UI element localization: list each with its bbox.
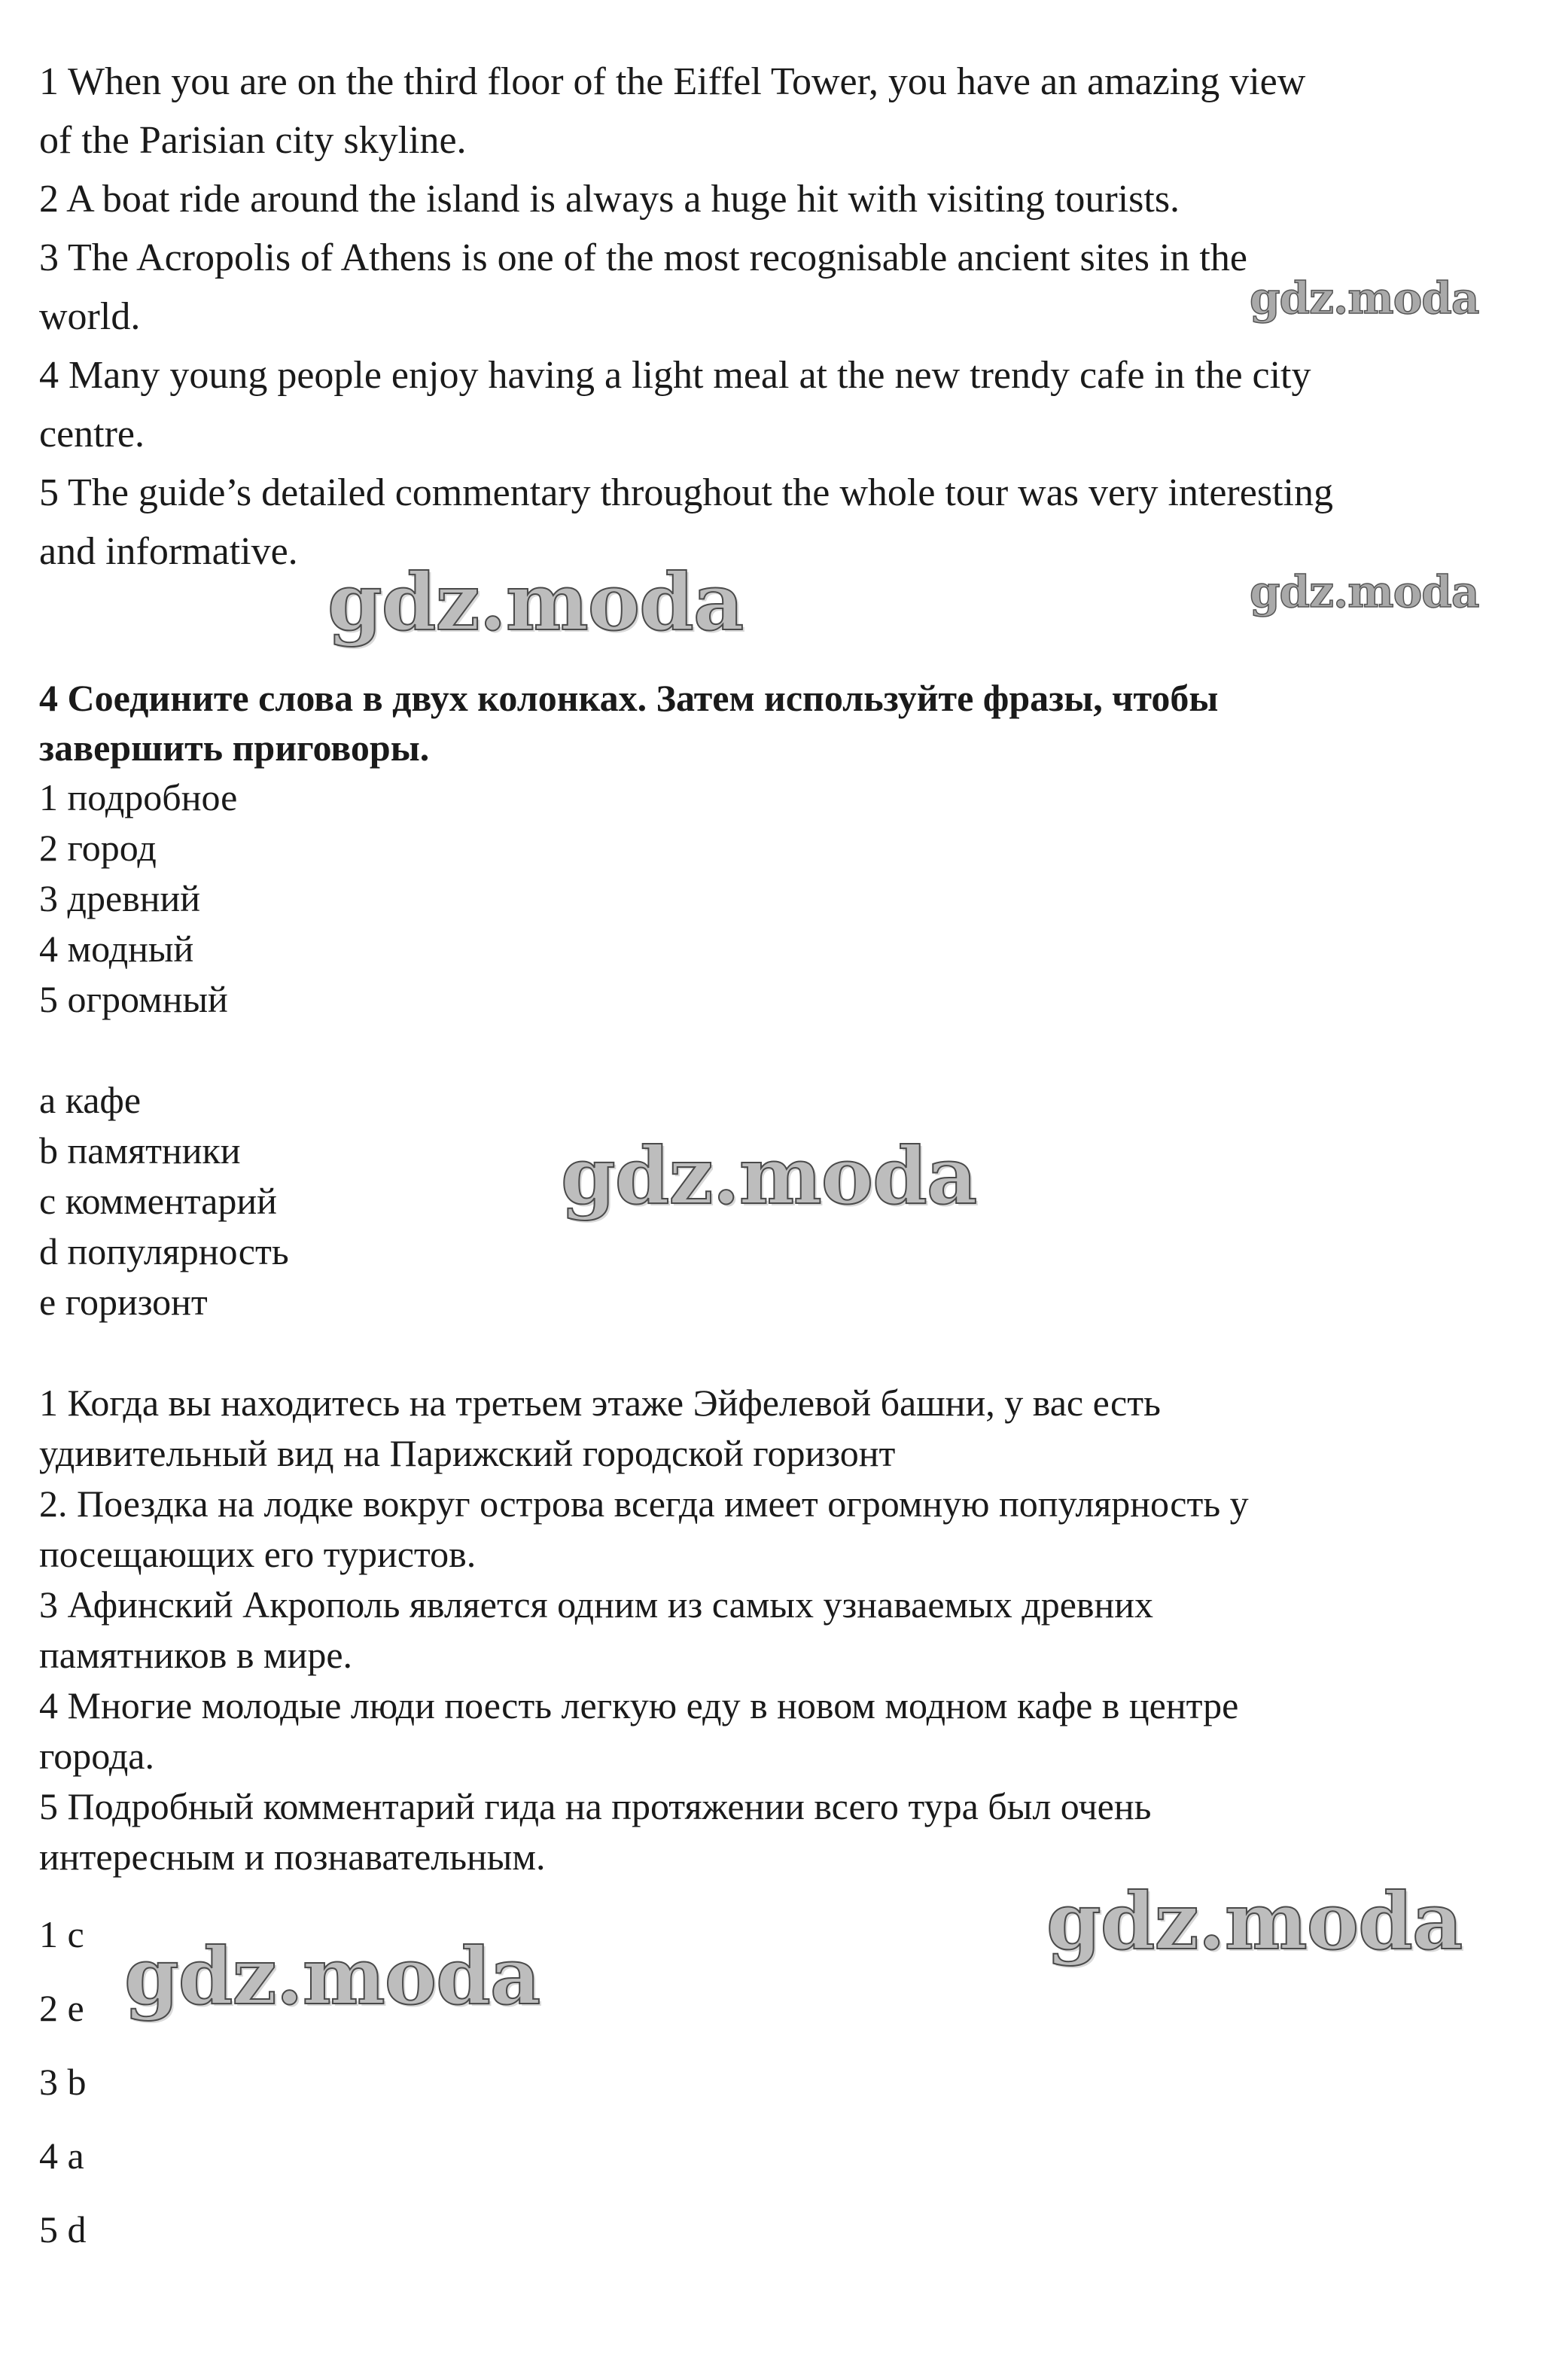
translation-4-line-1: 4 Многие молодые люди поесть легкую еду в новом модном кафе в центре [39, 1684, 1239, 1726]
translation-5-line-2: интересным и познавательным. [39, 1836, 546, 1878]
translation-2-line-1: 2. Поездка на лодке вокруг острова всегда имеет огромную популярность у [39, 1483, 1249, 1525]
translation-4-line-2: города. [39, 1735, 154, 1777]
answer-item: 2 e [39, 1987, 84, 2029]
translation-3-line-1: 3 Афинский Акрополь является одним из самых узнаваемых древних [39, 1583, 1154, 1626]
left-column-item: 5 огромный [39, 978, 228, 1020]
english-sentence-4-line-1: 4 Many young people enjoy having a light meal at the new trendy cafe in the city [39, 354, 1311, 397]
left-column-item: 2 город [39, 827, 157, 869]
right-column-item: e горизонт [39, 1281, 208, 1323]
watermark-logo: gdz.moda [1046, 1875, 1463, 1967]
russian-translations [39, 1378, 1515, 1882]
translation-2-line-2: посещающих его туристов. [39, 1533, 477, 1575]
answer-item: 4 a [39, 2135, 84, 2177]
task-heading-line-2: завершить приговоры. [39, 727, 430, 769]
translation-1-line-1: 1 Когда вы находитесь на третьем этаже Эйфелевой башни, у вас есть [39, 1382, 1161, 1424]
right-column-item: c комментарий [39, 1180, 277, 1222]
english-sentence-5-line-2: and informative. [39, 530, 298, 573]
english-sentence-1-line-1: 1 When you are on the third floor of the Eiffel Tower, you have an amazing view [39, 60, 1306, 103]
left-column-item: 4 модный [39, 928, 194, 970]
right-column-item: b памятники [39, 1129, 241, 1172]
translation-2 [39, 1479, 1515, 1580]
english-sentence-2-line-1: 2 A boat ride around the island is always a huge hit with visiting tourists. [39, 178, 1180, 221]
translation-4 [39, 1681, 1515, 1781]
watermark-logo: gdz.moda [561, 1129, 977, 1222]
english-sentence-5 [39, 464, 1515, 581]
answer-item: 3 b [39, 2061, 87, 2103]
english-sentence-1 [39, 53, 1515, 170]
right-column-item: a кафе [39, 1079, 142, 1121]
english-sentence-3-line-2: world. [39, 295, 141, 338]
task-heading-line-1: 4 Соедините слова в двух колонках. Затем используйте фразы, чтобы [39, 677, 1219, 719]
english-sentence-2 [39, 170, 1515, 229]
watermark-logo: gdz.moda [1250, 566, 1479, 617]
watermark-logo: gdz.moda [1250, 273, 1479, 324]
translation-1-line-2: удивительный вид на Парижский городской горизонт [39, 1432, 896, 1474]
left-column-item: 1 подробное [39, 776, 238, 818]
english-sentence-1-line-2: of the Parisian city skyline. [39, 119, 467, 162]
english-sentence-4-line-2: centre. [39, 413, 145, 456]
answer-item: 1 c [39, 1913, 84, 1955]
translation-5 [39, 1781, 1515, 1882]
answer-item: 5 d [39, 2208, 87, 2250]
english-sentence-3-line-1: 3 The Acropolis of Athens is one of the most recognisable ancient sites in the [39, 236, 1247, 279]
right-column-item: d популярность [39, 1230, 289, 1272]
english-sentence-4 [39, 346, 1515, 464]
translation-1 [39, 1378, 1515, 1479]
translation-3 [39, 1580, 1515, 1681]
left-column-item: 3 древний [39, 877, 201, 919]
translation-3-line-2: памятников в мире. [39, 1634, 353, 1676]
left-column-list [39, 773, 1515, 1025]
watermark-logo: gdz.moda [327, 556, 744, 648]
task-heading [39, 673, 1515, 773]
watermark-logo: gdz.moda [124, 1930, 540, 2022]
english-sentence-5-line-1: 5 The guide’s detailed commentary throughout the whole tour was very interesting [39, 471, 1333, 514]
translation-5-line-1: 5 Подробный комментарий гида на протяжении всего тура был очень [39, 1785, 1152, 1827]
